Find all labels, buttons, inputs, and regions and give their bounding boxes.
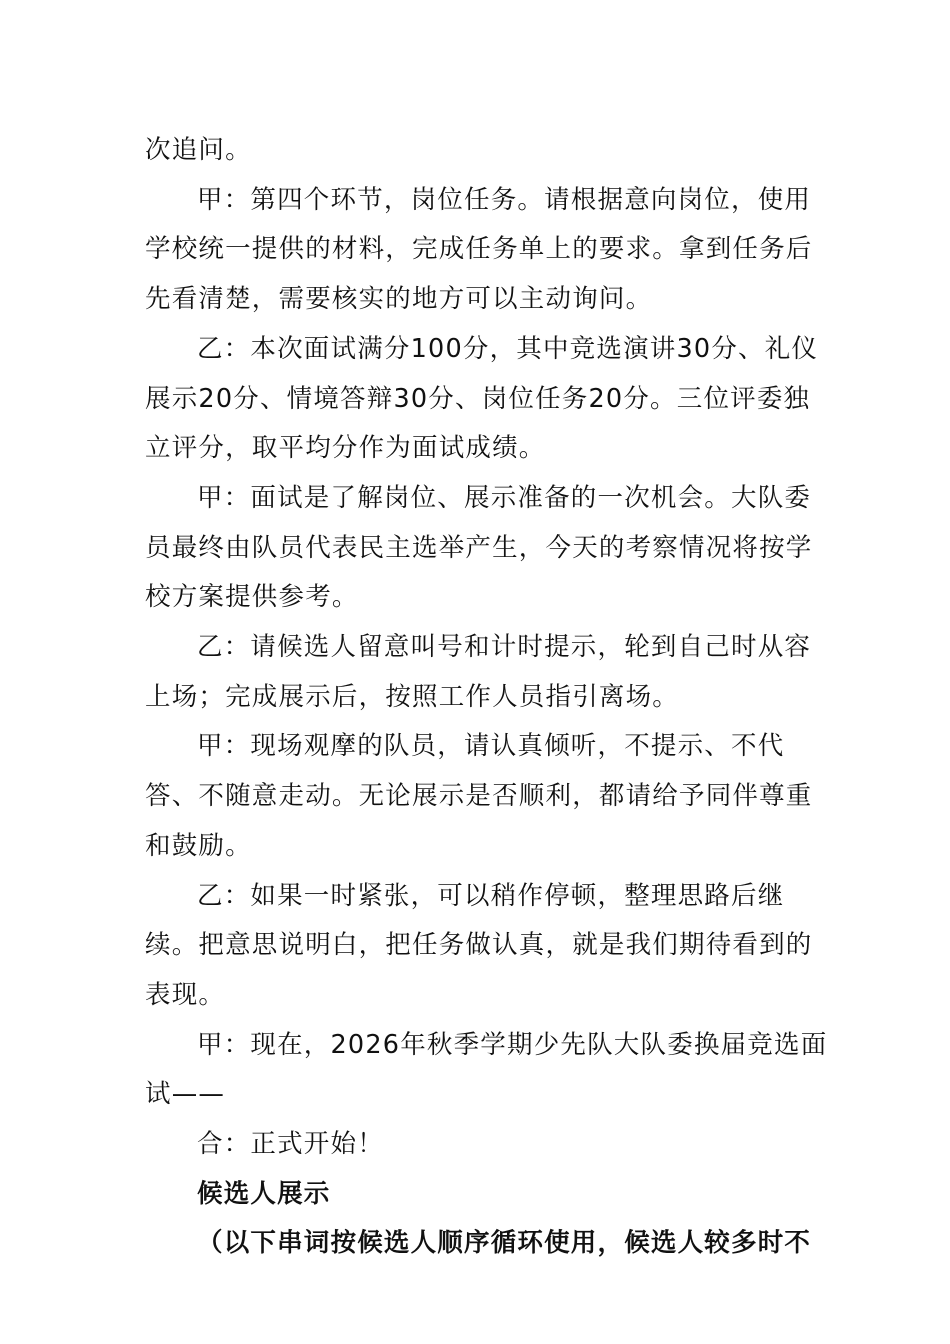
- paragraph: 合：正式开始！: [197, 1129, 384, 1160]
- bold-note: （以下串词按候选人顺序循环使用，候选人较多时不: [197, 1228, 812, 1259]
- section-heading: 候选人展示: [197, 1178, 331, 1209]
- paragraph: 次追问。: [145, 135, 252, 165]
- paragraph: 甲：现场观摩的队员，请认真倾听，不提示、不代答、不随意走动。无论展示是否顺利，都请给予同伴尊重和鼓励。: [145, 731, 813, 861]
- paragraph: 甲：面试是了解岗位、展示准备的一次机会。大队委员最终由队员代表民主选举产生，今天的考察情况将按学校方案提供参考。: [145, 482, 813, 613]
- paragraph: 乙：请候选人留意叫号和计时提示，轮到自己时从容上场；完成展示后，按照工作人员指引离场。: [145, 632, 812, 712]
- paragraph: 甲：现在，2026年秋季学期少先队大队委换届竞选面试——: [145, 1029, 828, 1110]
- paragraph: 甲：第四个环节，岗位任务。请根据意向岗位，使用学校统一提供的材料，完成任务单上的要求。拿到任务后先看清楚，需要核实的地方可以主动询问。: [145, 184, 813, 315]
- document-body: [145, 126, 835, 1269]
- paragraph: 乙：如果一时紧张，可以稍作停顿，整理思路后继续。把意思说明白，把任务做认真，就是我们期待看到的表现。: [145, 880, 813, 1010]
- paragraph: 乙：本次面试满分100分，其中竞选演讲30分、礼仪展示20分、情境答辩30分、岗位任务20分。三位评委独立评分，取平均分作为面试成绩。: [145, 333, 819, 464]
